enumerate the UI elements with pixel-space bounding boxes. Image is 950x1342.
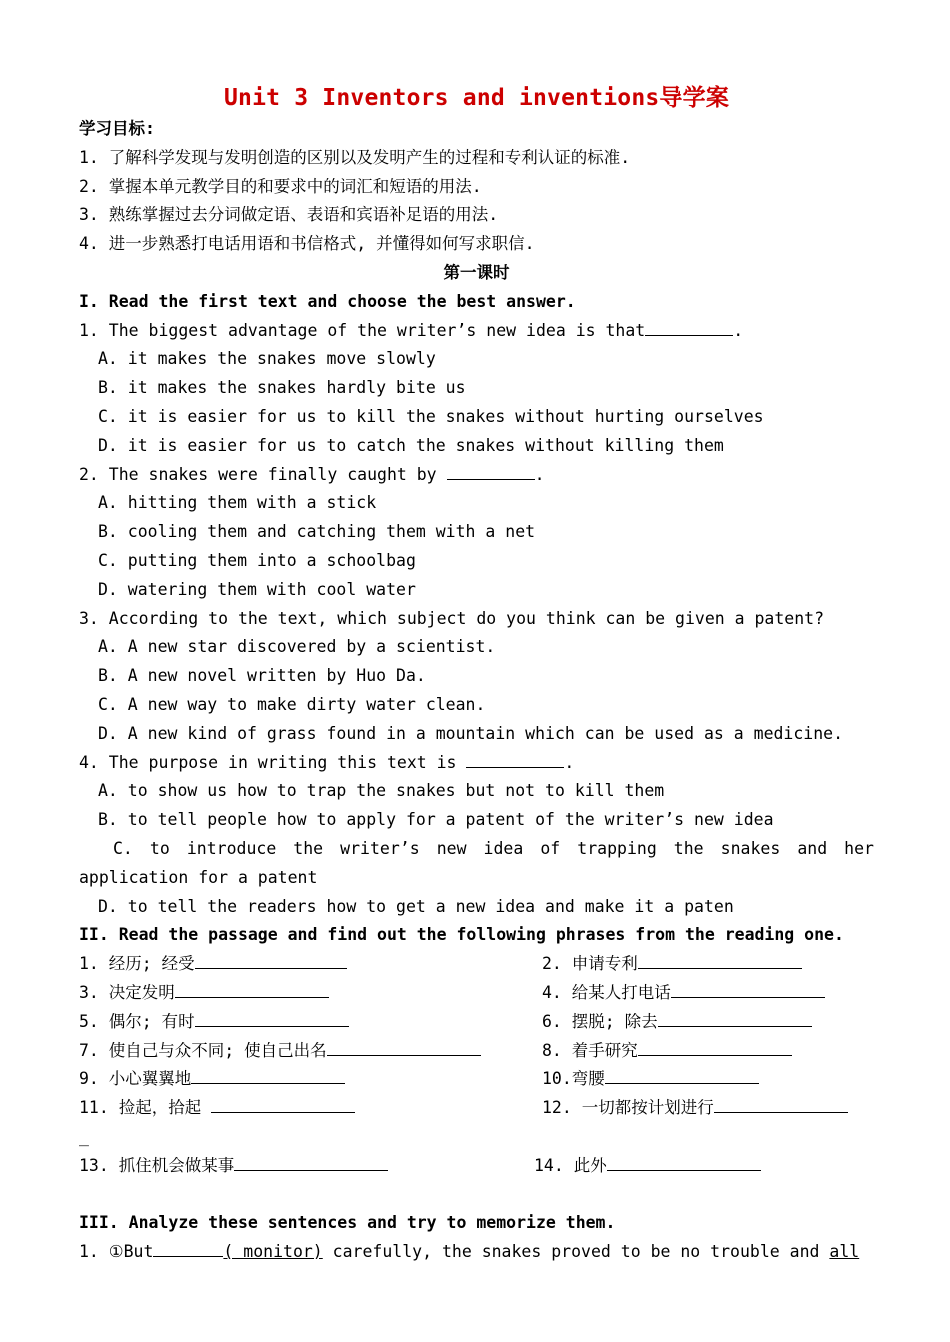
objectives-heading: 学习目标:	[79, 119, 155, 138]
phrase-prompt: 4. 给某人打电话	[542, 982, 671, 1002]
question-text: 4. The purpose in writing this text is	[79, 752, 467, 772]
lesson-heading: 第一课时	[443, 262, 510, 282]
answer-blank[interactable]	[447, 461, 535, 480]
answer-option: A. it makes the snakes move slowly	[98, 349, 436, 369]
answer-option: B. to tell people how to apply for a patent of the writer’s new idea	[98, 810, 774, 830]
question-stem	[79, 461, 874, 490]
phrase-prompt: 8. 着手研究	[542, 1040, 638, 1060]
question-stem: 3. According to the text, which subject do you think can be given a patent?	[79, 608, 825, 628]
answer-option: B. cooling them and catching them with a net	[98, 522, 536, 542]
objective-item: 4. 进一步熟悉打电话用语和书信格式, 并懂得如何写求职信.	[79, 234, 535, 254]
answer-option: C. putting them into a schoolbag	[98, 550, 416, 570]
phrase-prompt: 11. 捡起，拾起	[79, 1098, 212, 1118]
answer-option: B. A new novel written by Huo Da.	[98, 666, 426, 686]
question-text: 2. The snakes were finally caught by	[79, 464, 447, 484]
phrase-blank[interactable]	[714, 1094, 848, 1113]
phrase-prompt: 12. 一切都按计划进行	[542, 1098, 714, 1118]
phrase-row	[79, 1008, 874, 1037]
phrase-blank[interactable]	[327, 1037, 481, 1056]
question-end: .	[564, 752, 575, 772]
answer-blank[interactable]	[645, 317, 733, 336]
phrase-blank[interactable]	[638, 1037, 792, 1056]
answer-option: C. to introduce the writer’s new idea of trapping the snakes and her	[113, 838, 874, 858]
phrase-blank[interactable]	[607, 1152, 761, 1171]
answer-blank[interactable]	[466, 749, 564, 768]
sentence-end: all	[829, 1242, 860, 1262]
question-end: .	[733, 320, 744, 340]
phrase-prompt: 2. 申请专利	[542, 954, 638, 974]
phrase-blank[interactable]	[638, 950, 802, 969]
phrase-prompt: 1. 经历; 经受	[79, 954, 195, 974]
phrase-prompt: 9. 小心翼翼地	[79, 1069, 192, 1089]
phrase-row	[79, 1065, 874, 1094]
section2-heading: II. Read the passage and find out the following phrases from the reading one.	[79, 925, 844, 945]
phrase-prompt: 13. 抓住机会做某事	[79, 1155, 235, 1175]
phrase-row	[79, 1094, 874, 1123]
spacer	[79, 1180, 874, 1209]
phrase-blank[interactable]	[195, 1008, 349, 1027]
blank-overflow: _	[79, 1126, 89, 1146]
answer-option: D. to tell the readers how to get a new idea and make it a paten	[98, 896, 734, 916]
phrase-row	[79, 1152, 874, 1181]
phrase-prompt: 6. 摆脱; 除去	[542, 1011, 658, 1031]
answer-option: B. it makes the snakes hardly bite us	[98, 378, 466, 398]
objective-item: 3. 熟练掌握过去分词做定语、表语和宾语补足语的用法.	[79, 205, 499, 225]
section1-heading: I. Read the first text and choose the best answer.	[79, 291, 576, 311]
phrase-blank[interactable]	[195, 950, 347, 969]
phrase-prompt: 5. 偶尔; 有时	[79, 1011, 195, 1031]
question-text: 1. The biggest advantage of the writer’s new idea is that	[79, 320, 646, 340]
sentence-hint: ( monitor)	[223, 1242, 323, 1262]
answer-option: D. it is easier for us to catch the snakes without killing them	[98, 435, 724, 455]
document-page	[79, 82, 874, 1267]
sentence-line	[79, 1238, 874, 1267]
phrase-blank[interactable]	[671, 979, 825, 998]
phrase-blank[interactable]	[658, 1008, 812, 1027]
answer-option-continued: application for a patent	[79, 867, 318, 887]
phrase-blank[interactable]	[175, 979, 329, 998]
phrase-row	[79, 1037, 874, 1066]
phrase-blank[interactable]	[211, 1094, 355, 1113]
question-stem	[79, 749, 874, 778]
phrase-blank[interactable]	[605, 1065, 759, 1084]
phrase-prompt: 3. 决定发明	[79, 982, 175, 1002]
phrase-prompt: 14. 此外	[534, 1155, 607, 1175]
sentence-start: 1. ①But	[79, 1242, 154, 1262]
section3-heading: III. Analyze these sentences and try to memorize them.	[79, 1213, 616, 1233]
answer-option: A. hitting them with a stick	[98, 493, 377, 513]
objective-item: 2. 掌握本单元教学目的和要求中的词汇和短语的用法.	[79, 176, 482, 196]
answer-option: A. A new star discovered by a scientist.	[98, 637, 496, 657]
answer-option: D. A new kind of grass found in a mountain which can be used as a medicine.	[98, 723, 844, 743]
answer-option: A. to show us how to trap the snakes but not to kill them	[98, 781, 665, 801]
answer-option: C. it is easier for us to kill the snakes without hurting ourselves	[98, 406, 764, 426]
question-end: .	[534, 464, 545, 484]
objective-item: 1. 了解科学发现与发明创造的区别以及发明产生的过程和专利认证的标准.	[79, 147, 631, 167]
answer-option: D. watering them with cool water	[98, 579, 416, 599]
sentence-text: carefully, the snakes proved to be no trouble and	[322, 1242, 830, 1262]
phrase-blank[interactable]	[191, 1065, 345, 1084]
phrase-prompt: 10.弯腰	[542, 1069, 605, 1089]
question-stem	[79, 317, 874, 346]
phrase-row	[79, 979, 874, 1008]
phrase-row	[79, 950, 874, 979]
sentence-blank[interactable]	[153, 1238, 223, 1257]
page-title: Unit 3 Inventors and inventions导学案	[223, 85, 730, 111]
phrase-blank[interactable]	[234, 1152, 388, 1171]
phrase-prompt: 7. 使自己与众不同; 使自己出名	[79, 1040, 327, 1060]
answer-option: C. A new way to make dirty water clean.	[98, 694, 486, 714]
